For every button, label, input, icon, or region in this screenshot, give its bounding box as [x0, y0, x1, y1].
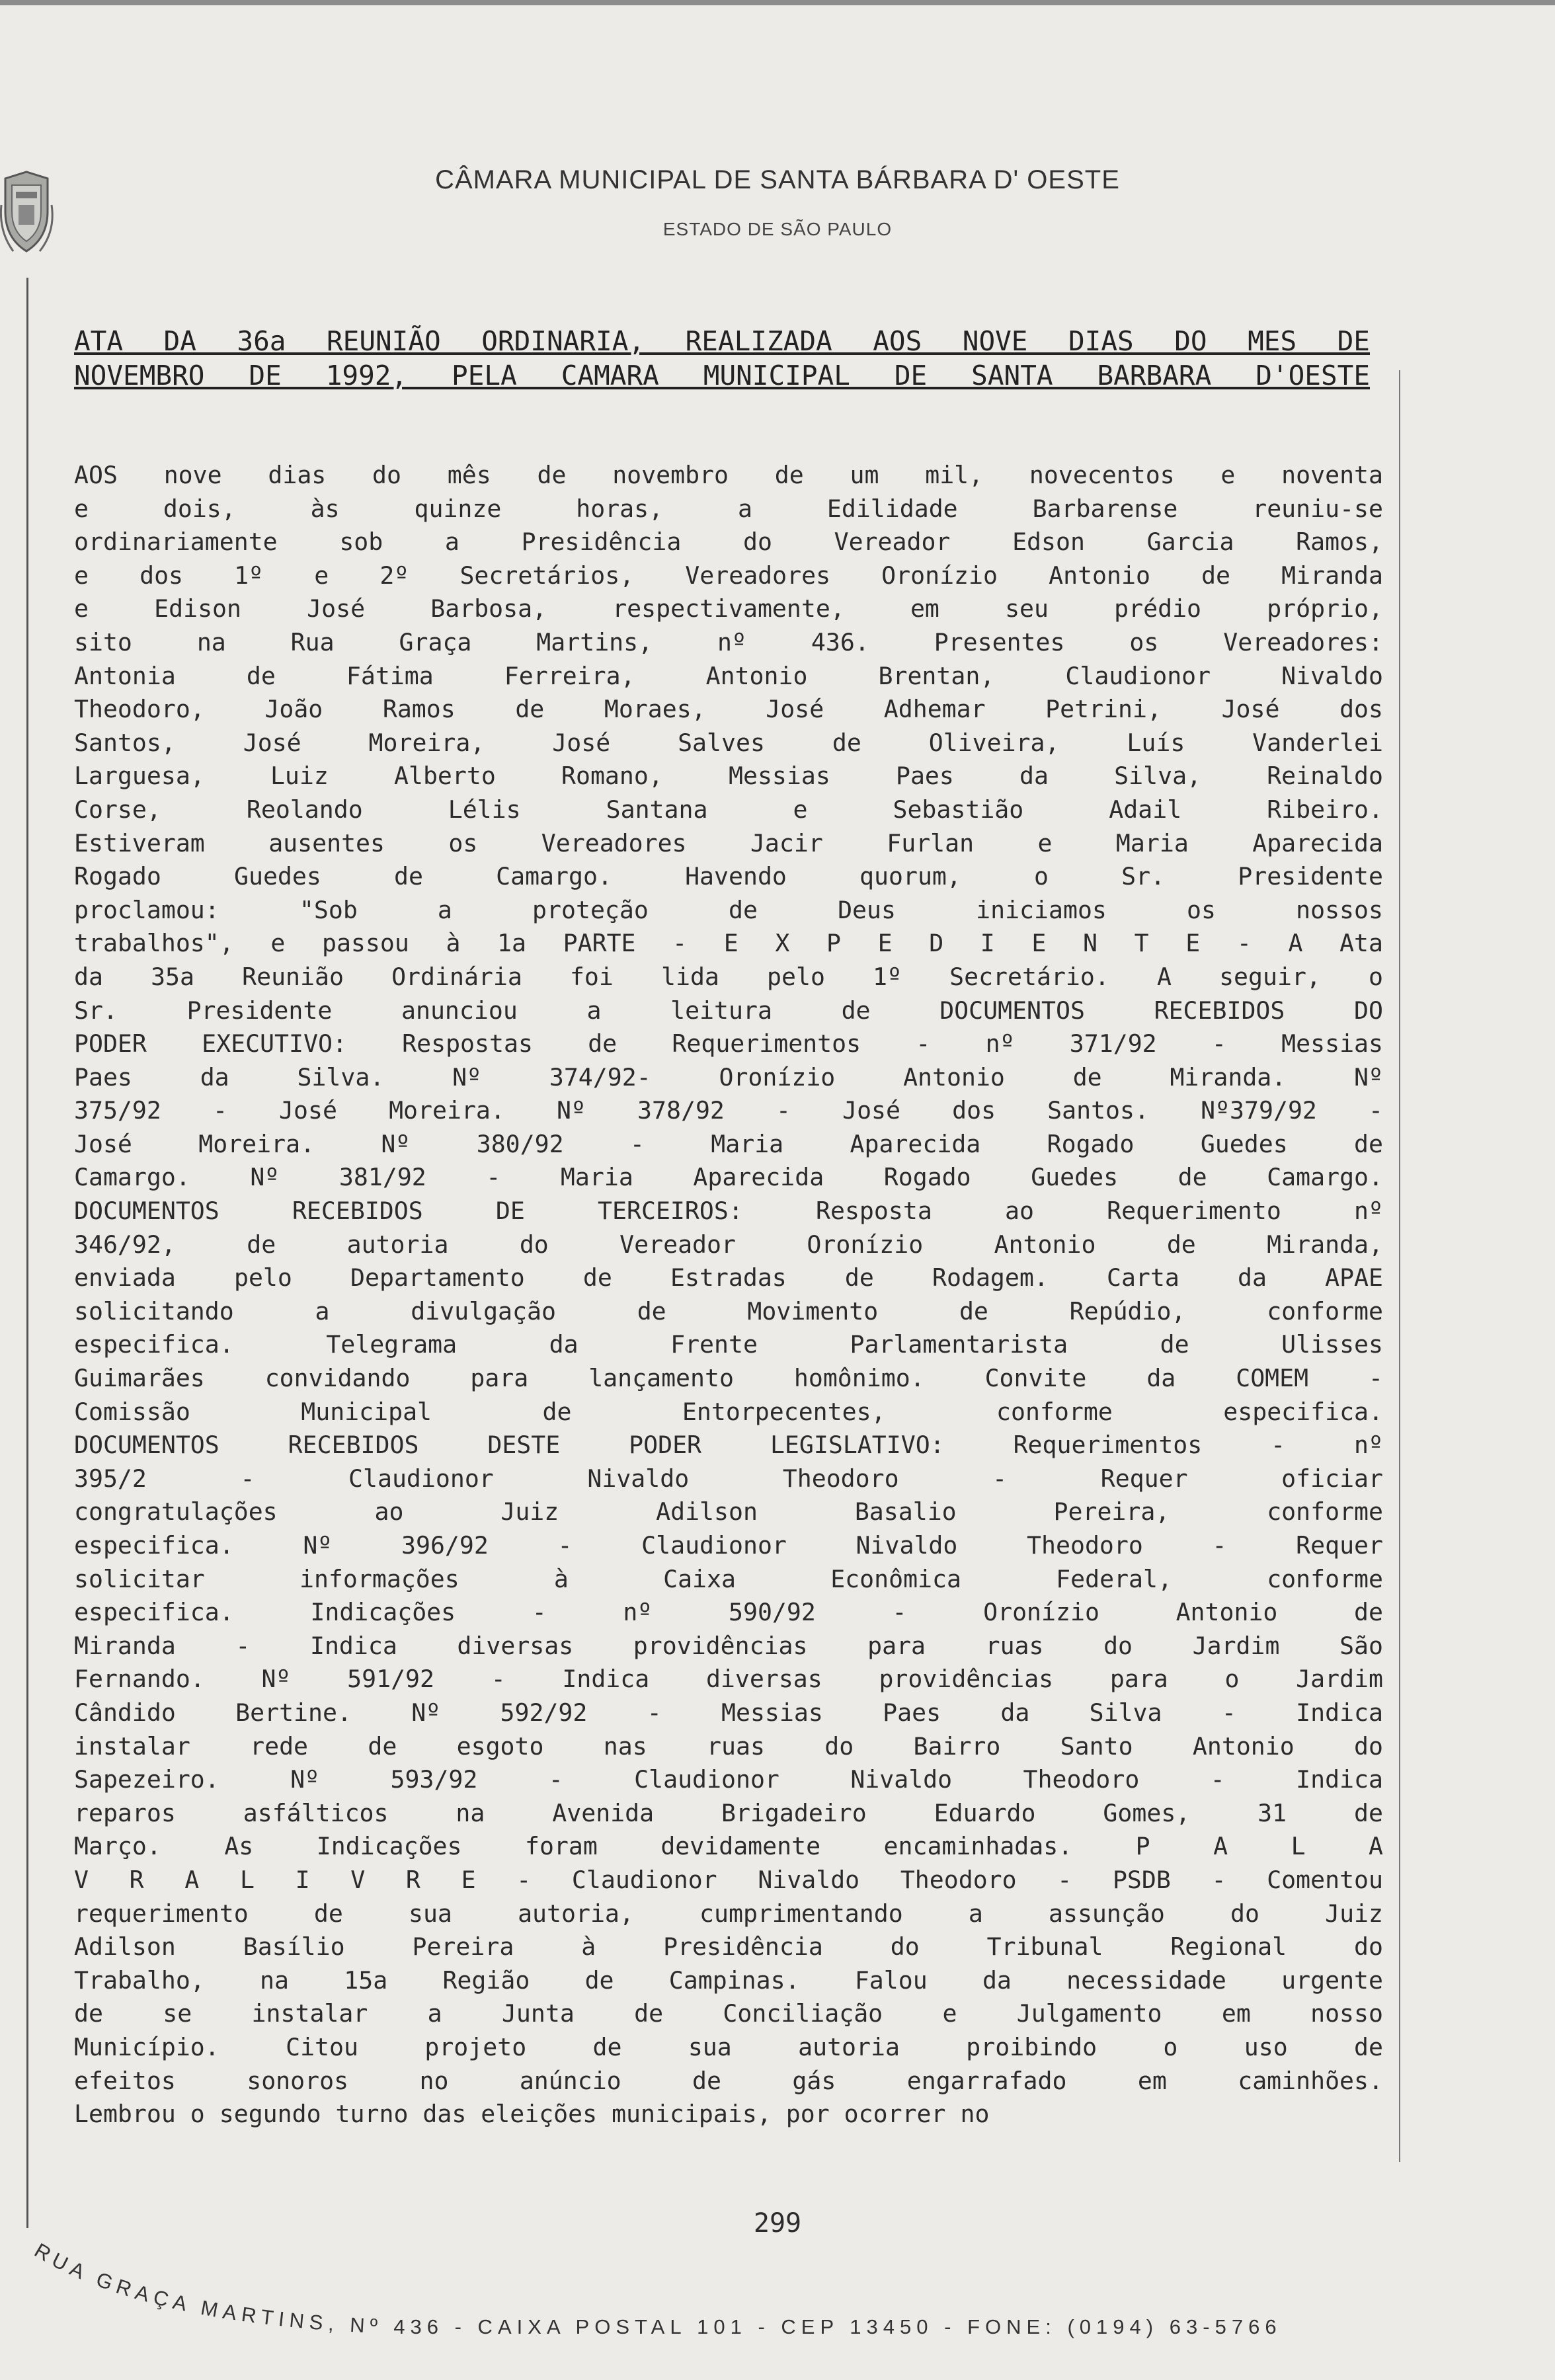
text-line: Lembrou o segundo turno das eleições municipais, por ocorrer no	[74, 2100, 990, 2129]
text-line: Miranda - Indica diversas providências para ruas do Jardim São	[74, 1631, 1383, 1660]
text-line: efeitos sonoros no anúncio de gás engarrafado em caminhões.	[74, 2066, 1383, 2095]
text-line: 395/2 - Claudionor Nivaldo Theodoro - Requer oficiar	[74, 1464, 1383, 1493]
text-line: PODER EXECUTIVO: Respostas de Requerimentos - nº 371/92 - Messias	[74, 1029, 1383, 1058]
text-line: Março. As Indicações foram devidamente encaminhadas. P A L A	[74, 1832, 1383, 1861]
text-line: José Moreira. Nº 380/92 - Maria Aparecida Rogado Guedes de	[74, 1129, 1383, 1158]
text-line: especifica. Nº 396/92 - Claudionor Nivaldo Theodoro - Requer	[74, 1531, 1383, 1560]
text-line: Sapezeiro. Nº 593/92 - Claudionor Nivaldo Theodoro - Indica	[74, 1765, 1383, 1794]
minutes-title-line: NOVEMBRO DE 1992, PELA CAMARA MUNICIPAL DE SANTA BARBARA D'OESTE	[74, 360, 1370, 391]
text-line: da 35a Reunião Ordinária foi lida pelo 1º Secretário. A seguir, o	[74, 962, 1383, 991]
letterhead	[0, 165, 1555, 240]
text-line: trabalhos", e passou à 1a PARTE - E X P E D I E N T E - A Ata	[74, 929, 1383, 958]
text-line: instalar rede de esgoto nas ruas do Bairro Santo Antonio do	[74, 1731, 1383, 1761]
text-line: Trabalho, na 15a Região de Campinas. Falou da necessidade urgente	[74, 1965, 1383, 1995]
text-line: especifica. Indicações - nº 590/92 - Oronízio Antonio de	[74, 1598, 1383, 1627]
page-number: 299	[753, 2208, 802, 2239]
text-line: Theodoro, João Ramos de Moraes, José Adhemar Petrini, José dos	[74, 695, 1383, 724]
text-line: V R A L I V R E - Claudionor Nivaldo Theodoro - PSDB - Comentou	[74, 1865, 1383, 1894]
text-line: AOS nove dias do mês de novembro de um mil, novecentos e noventa	[74, 461, 1383, 489]
text-line: e dois, às quinze horas, a Edilidade Barbarense reuniu-se	[74, 494, 1383, 523]
text-line: DOCUMENTOS RECEBIDOS DESTE PODER LEGISLATIVO: Requerimentos - nº	[74, 1431, 1383, 1460]
text-line: 375/92 - José Moreira. Nº 378/92 - José dos Santos. Nº379/92 -	[74, 1096, 1383, 1125]
text-line: 346/92, de autoria do Vereador Oronízio Antonio de Miranda,	[74, 1230, 1383, 1259]
text-line: Estiveram ausentes os Vereadores Jacir Furlan e Maria Aparecida	[74, 828, 1383, 857]
minutes-body	[74, 459, 1383, 2131]
text-line: DOCUMENTOS RECEBIDOS DE TERCEIROS: Resposta ao Requerimento nº	[74, 1197, 1383, 1226]
text-line: Rogado Guedes de Camargo. Havendo quorum, o Sr. Presidente	[74, 862, 1383, 891]
state-name: ESTADO DE SÃO PAULO	[662, 219, 893, 239]
text-line: Sr. Presidente anunciou a leitura de DOCUMENTOS RECEBIDOS DO	[74, 996, 1383, 1025]
left-margin-rule	[26, 278, 28, 2228]
text-line: Larguesa, Luiz Alberto Romano, Messias Paes da Silva, Reinaldo	[74, 762, 1383, 791]
text-line: solicitando a divulgação de Movimento de Repúdio, conforme	[74, 1296, 1383, 1326]
text-line: Antonia de Fátima Ferreira, Antonio Brentan, Claudionor Nivaldo	[74, 661, 1383, 690]
text-line: e dos 1º e 2º Secretários, Vereadores Oronízio Antonio de Miranda	[74, 561, 1383, 590]
text-line: Cândido Bertine. Nº 592/92 - Messias Paes da Silva - Indica	[74, 1698, 1383, 1727]
svg-text:RUA GRAÇA MARTINS, Nº 436 - CA	[30, 2239, 1281, 2338]
text-line: Fernando. Nº 591/92 - Indica diversas providências para o Jardim	[74, 1665, 1383, 1694]
text-line: Comissão Municipal de Entorpecentes, conforme especifica.	[74, 1397, 1383, 1426]
right-margin-rule	[1399, 370, 1400, 2162]
text-line: sito na Rua Graça Martins, nº 436. Presentes os Vereadores:	[74, 627, 1383, 656]
minutes-title-line: ATA DA 36a REUNIÃO ORDINARIA, REALIZADA AOS NOVE DIAS DO MES DE	[74, 325, 1370, 357]
text-line: Adilson Basílio Pereira à Presidência do Tribunal Regional do	[74, 1932, 1383, 1962]
text-line: Corse, Reolando Lélis Santana e Sebastião Adail Ribeiro.	[74, 795, 1383, 824]
chamber-name: CÂMARA MUNICIPAL DE SANTA BÁRBARA D' OESTE	[435, 165, 1120, 194]
text-line: reparos asfálticos na Avenida Brigadeiro Eduardo Gomes, 31 de	[74, 1798, 1383, 1827]
text-line: solicitar informações à Caixa Econômica Federal, conforme	[74, 1564, 1383, 1593]
text-line: requerimento de sua autoria, cumprimentando a assunção do Juiz	[74, 1899, 1383, 1928]
text-line: Paes da Silva. Nº 374/92- Oronízio Antonio de Miranda. Nº	[74, 1062, 1383, 1091]
address-text: RUA GRAÇA MARTINS, Nº 436 - CAIXA POSTAL 101 - CEP 13450 - FONE: (0194) 63-5766	[30, 2239, 1282, 2338]
text-line: enviada pelo Departamento de Estradas de Rodagem. Carta da APAE	[74, 1263, 1383, 1292]
text-line: Município. Citou projeto de sua autoria proibindo o uso de	[74, 2032, 1383, 2061]
text-line: especifica. Telegrama da Frente Parlamentarista de Ulisses	[74, 1330, 1383, 1359]
text-line: congratulações ao Juiz Adilson Basalio Pereira, conforme	[74, 1497, 1383, 1527]
text-line: e Edison José Barbosa, respectivamente, em seu prédio próprio,	[74, 594, 1383, 623]
text-line: Guimarães convidando para lançamento homônimo. Convite da COMEM -	[74, 1364, 1383, 1393]
text-line: proclamou: "Sob a proteção de Deus iniciamos os nossos	[74, 895, 1383, 924]
page-top-edge	[0, 0, 1555, 5]
text-line: Santos, José Moreira, José Salves de Oliveira, Luís Vanderlei	[74, 728, 1383, 757]
text-line: Camargo. Nº 381/92 - Maria Aparecida Rogado Guedes de Camargo.	[74, 1163, 1383, 1192]
text-line: ordinariamente sob a Presidência do Vereador Edson Garcia Ramos,	[74, 528, 1383, 557]
address-footer	[26, 2208, 1507, 2347]
text-line: de se instalar a Junta de Conciliação e Julgamento em nosso	[74, 1999, 1383, 2028]
minutes-title	[74, 324, 1370, 393]
